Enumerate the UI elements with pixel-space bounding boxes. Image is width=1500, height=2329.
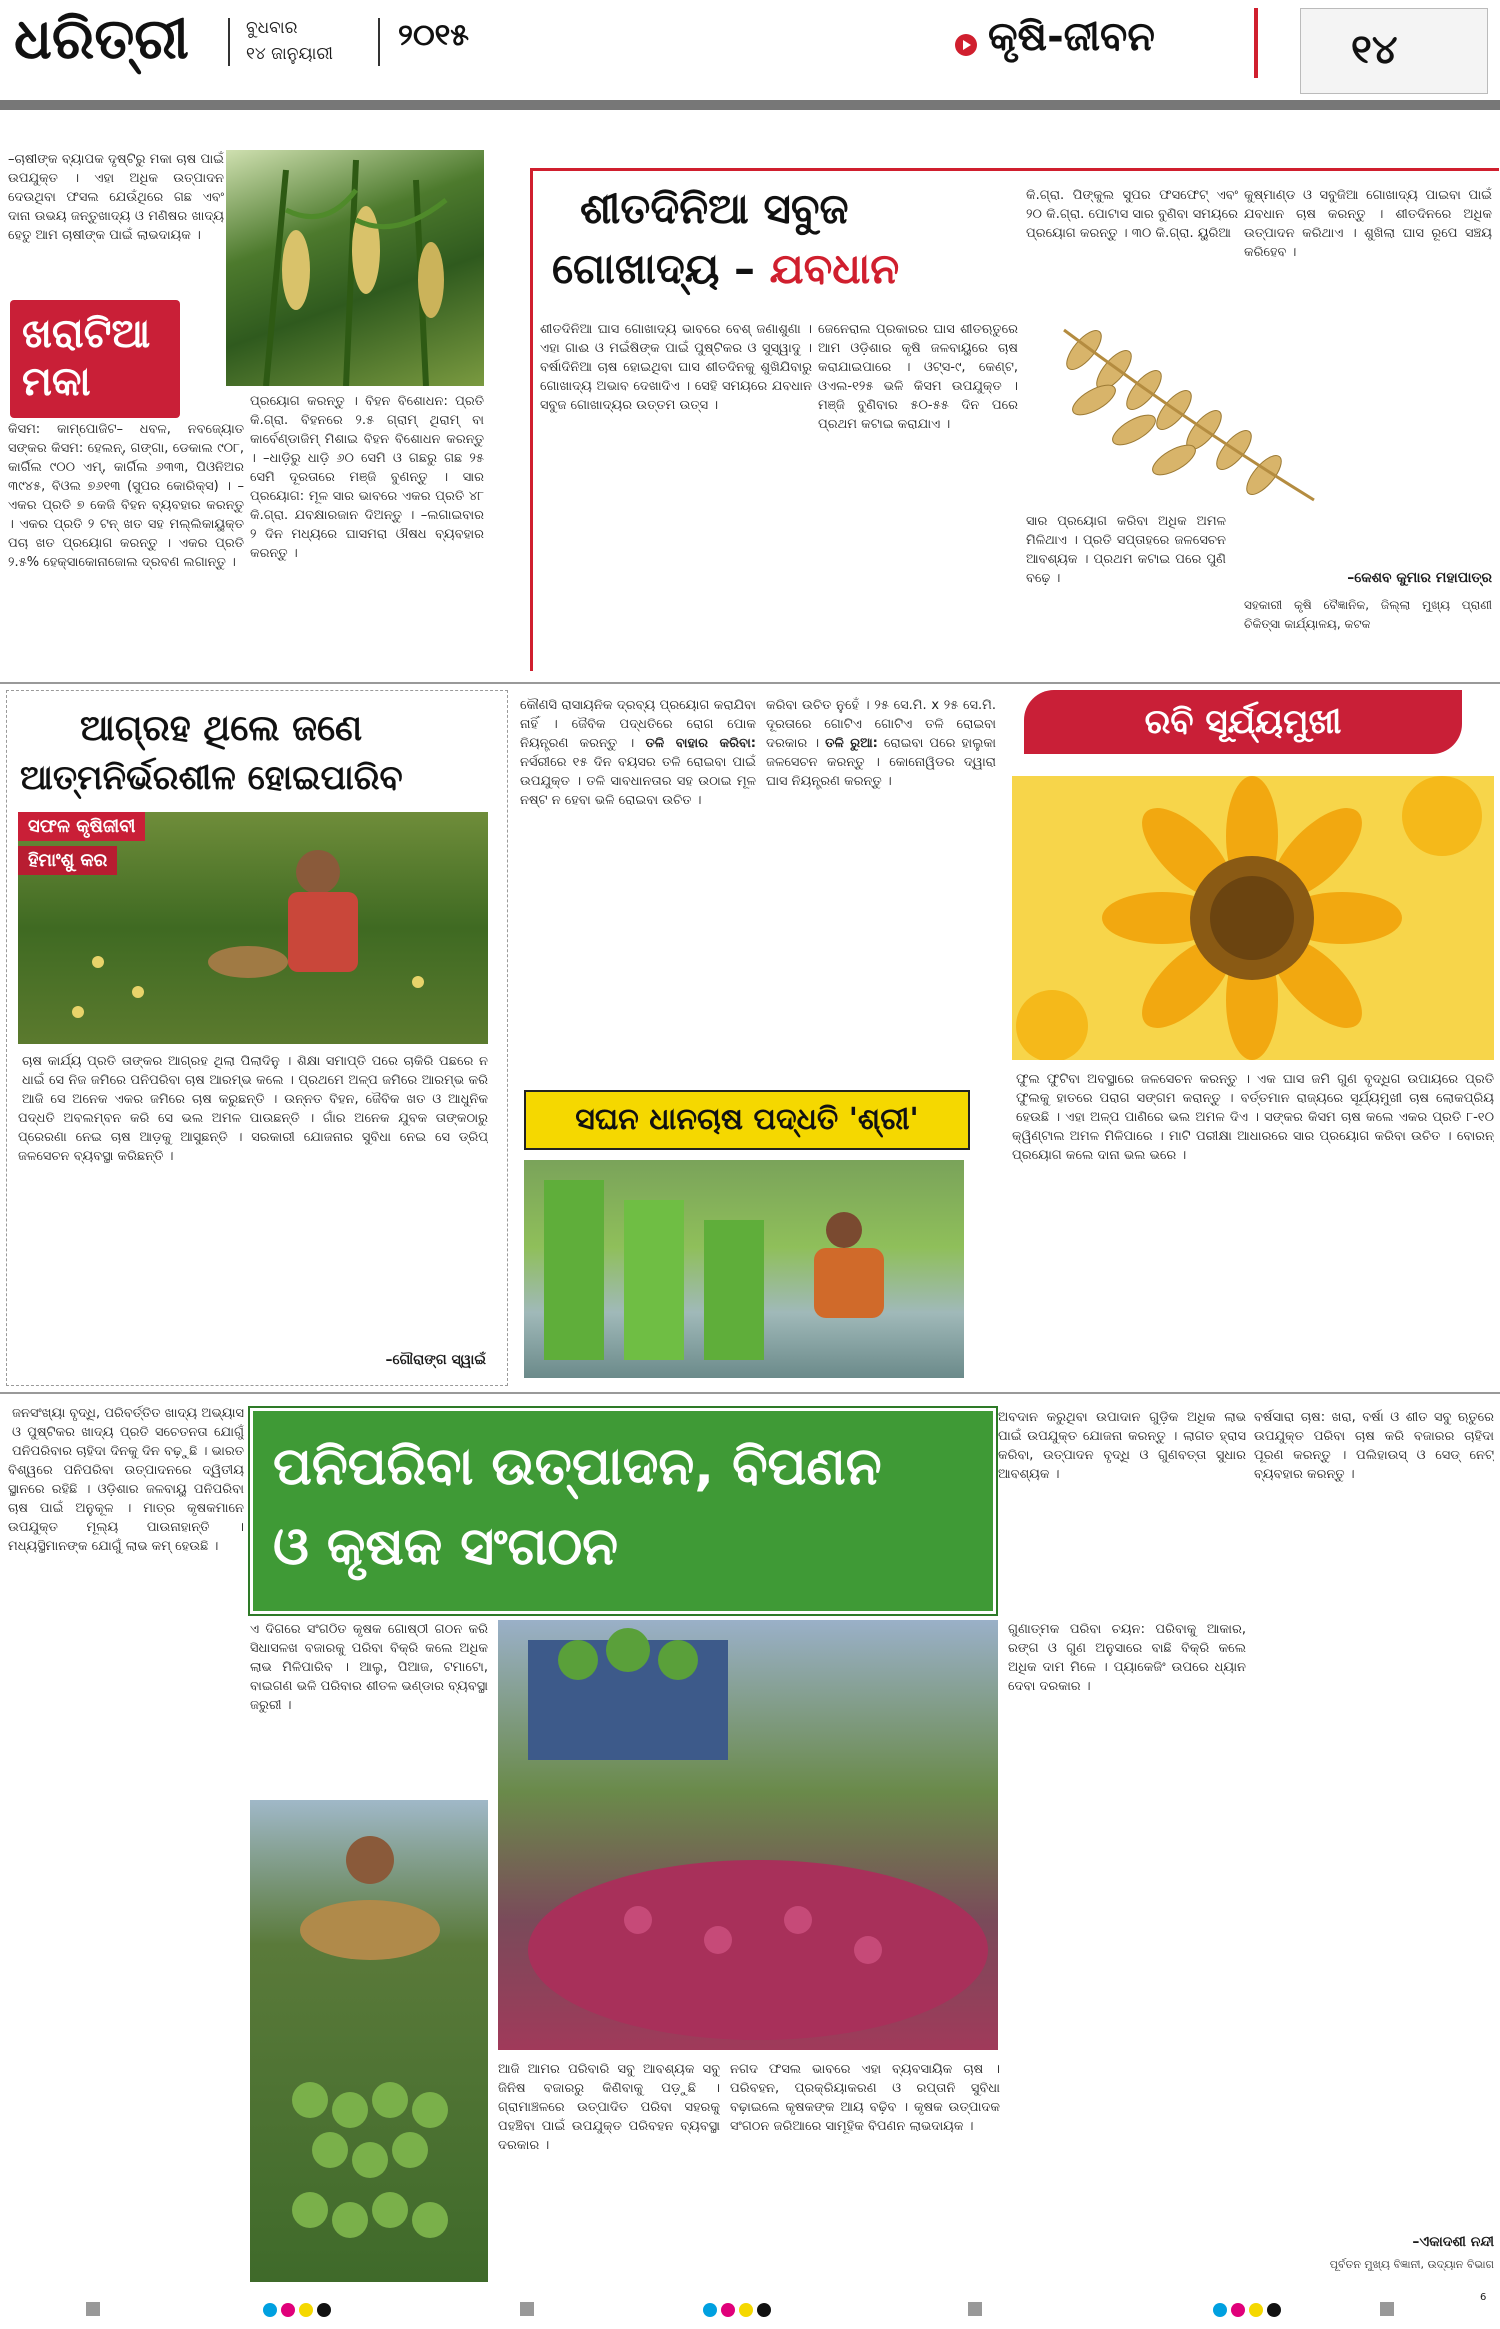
- vegetable-col-r2: ଗୁଣାତ୍ମକ ପରିବା ଚୟନ: ପରିବାକୁ ଆକାର, ରଙ୍ଗ ଓ ଗୁଣ ଅନୁସାରେ ବାଛି ବିକ୍ରି କଲେ ଅଧିକ ଦାମ ମିଳେ । ପ୍ୟାକେଜିଂ ଉପରେ ଧ୍ୟାନ ଦେବା ଦରକାର ।: [1008, 1622, 1246, 1694]
- issue-year: ୨୦୧୫: [398, 18, 470, 53]
- maize-tag: [10, 300, 180, 418]
- vegetable-title-1: ପନିପରିବା ଉତ୍ପାଦନ, ବିପଣନ: [273, 1437, 882, 1497]
- page-mark: 6: [1480, 2292, 1487, 2303]
- issue-day: ବୁଧବାର: [246, 18, 298, 38]
- registration-marks-center: [700, 2300, 780, 2324]
- organic-body-2: ନର୍ସରୀରେ ୧୫ ଦିନ ବୟସର ତଳି ରୋଇବା ପାଇଁ ଉପଯୁକ୍ତ । ତଳି ସାବଧାନତାର ସହ ଉଠାଇ ମୂଳ ନଷ୍ଟ ନ ହେବା ଭଳି ରୋଇବା ଉଚିତ ।: [520, 755, 756, 808]
- vegetable-col-left-text: ଜନସଂଖ୍ୟା ବୃଦ୍ଧି, ପରିବର୍ତ୍ତିତ ଖାଦ୍ୟ ଅଭ୍ୟାସ ଓ ପୁଷ୍ଟିକର ଖାଦ୍ୟ ପ୍ରତି ସଚେତନତା ଯୋଗୁଁ ପନିପରିବାର ଚାହିଦା ଦିନକୁ ଦିନ ବଢ଼ୁଛି । ଭାରତ ବିଶ୍ୱରେ ପନିପରିବା ଉତ୍ପାଦନରେ ଦ୍ୱିତୀୟ ସ୍ଥାନରେ ରହିଛି । ଓଡ଼ିଶାର ଜଳବାୟୁ ପନିପରିବା ଚାଷ ପାଇଁ ଅନୁକୂଳ । ମାତ୍ର କୃଷକମାନେ ଉପଯୁକ୍ତ ମୂଲ୍ୟ ପାଉନାହାନ୍ତି । ମଧ୍ୟସ୍ଥିମାନଙ୍କ ଯୋଗୁଁ ଲାଭ କମ୍ ହେଉଛି ।: [8, 1406, 244, 1554]
- vegetable-col-r5: [1008, 2066, 1248, 2278]
- organic-sub-2: ତଳି ରୁଆ:: [825, 736, 878, 751]
- masthead-divider: [228, 18, 230, 66]
- oats-byline: –କେଶବ କୁମାର ମହାପାତ୍ର: [1347, 570, 1492, 586]
- organic-body-3: କରିବା ଉଚିତ ନୁହେଁ । ୨୫ ସେ.ମି. x ୨୫ ସେ.ମି. ଦୂରତାରେ ଗୋଟିଏ ଗୋଟିଏ ତଳି ରୋଇବା ଦରକାର ।: [766, 698, 996, 751]
- organic-sub-1: ତଳି ବାହାର କରିବା:: [645, 736, 756, 751]
- organic-body-4: ରୋଇବା ପରେ ହାଲୁକା ଜଳସେଚନ କରନ୍ତୁ । କୋନୋୱିଡର ଦ୍ୱାରା ଘାସ ନିୟନ୍ତ୍ରଣ କରନ୍ତୁ ।: [766, 736, 996, 789]
- maize-illustration: [226, 150, 484, 386]
- vegetable-title-box: [250, 1408, 996, 1614]
- issue-date: ୧୪ ଜାନୁୟାରୀ: [246, 44, 333, 64]
- sunflower-title-box: [1024, 690, 1462, 754]
- sunflower-title: ରବି ସୂର୍ଯ୍ୟମୁଖୀ: [1144, 702, 1342, 742]
- vegetable-col-r4: ନଗଦ ଫସଲ ଭାବରେ ଏହା ବ୍ୟବସାୟିକ ଚାଷ । ପରିବହନ, ପ୍ରକ୍ରିୟାକରଣ ଓ ରପ୍ତାନି ସୁବିଧା ବଢ଼ାଇଲେ କୃଷକଙ୍କ ଆୟ ବଢ଼ିବ । କୃଷକ ଉତ୍ପାଦକ ସଂଗଠନ ଜରିଆରେ ସାମୂହିକ ବିପଣନ ଲାଭଦାୟକ ।: [730, 2062, 1000, 2134]
- selfreliant-byline: –ଗୌରାଙ୍ଗ ସ୍ୱାଇଁ: [385, 1352, 486, 1368]
- oats-body-1: ଶୀତଦିନିଆ ଘାସ ଗୋଖାଦ୍ୟ ଭାବରେ ବେଶ୍ ଜଣାଶୁଣା । ଏହା ଗାଈ ଓ ମଇଁଷିଙ୍କ ପାଇଁ ପୁଷ୍ଟିକର ଓ ସୁସ୍ୱାଦୁ । ବର୍ଷାଦିନିଆ ଚାଷ ହୋଇଥିବା ଘାସ ଶୀତଦିନକୁ ଶୁଖିଯିବାରୁ ଗୋଖାଦ୍ୟ ଅଭାବ ଦେଖାଦିଏ । ସେହି ସମୟରେ ଯବଧାନ ସବୁଜ ଗୋଖାଦ୍ୟର ଉତ୍ତମ ଉତ୍ସ ।: [540, 322, 812, 413]
- grey-swatch: [520, 2302, 534, 2316]
- sri-title-box: [524, 1090, 970, 1150]
- oats-body-5: କୁଷ୍ମାଣ୍ଡ ଓ ସବୁଜିଆ ଗୋଖାଦ୍ୟ ପାଇବା ପାଇଁ ଯବଧାନ ଚାଷ କରନ୍ତୁ । ଶୀତଦିନରେ ଅଧିକ ଉତ୍ପାଦନ କରିଥାଏ । ଶୁଖିଲା ଘାସ ରୂପେ ସଞ୍ଚୟ କରିହେବ ।: [1244, 188, 1492, 260]
- selfreliant-tag-2: ହିମାଂଶୁ କର: [18, 846, 117, 875]
- selfreliant-tag-1: ସଫଳ କୃଷିଜୀବୀ: [18, 812, 145, 841]
- selfreliant-title-2: ଆତ୍ମନିର୍ଭରଶୀଳ ହୋଇପାରିବ: [20, 758, 403, 798]
- vegetable-col-r3: ବର୍ଷସାରା ଚାଷ: ଖରା, ବର୍ଷା ଓ ଶୀତ ସବୁ ଋତୁରେ ଉପଯୁକ୍ତ ପରିବା ଚାଷ କରି ବଜାରର ଚାହିଦା ପୂରଣ କରନ୍ତୁ । ପଲିହାଉସ୍ ଓ ସେଡ୍ ନେଟ୍ ବ୍ୟବହାର କରନ୍ତୁ ।: [1254, 1410, 1494, 1482]
- vegetable-col-r1: ଅବଦାନ କରୁଥିବା ଉପାଦାନ ଗୁଡ଼ିକ ଅଧିକ ଲାଭ ପାଇଁ ଉପଯୁକ୍ତ ଯୋଜନା କରନ୍ତୁ । ଲାଗତ ହ୍ରାସ କରିବା, ଉତ୍ପାଦନ ବୃଦ୍ଧି ଓ ଗୁଣବତ୍ତା ସୁଧାର ଆବଶ୍ୟକ ।: [998, 1410, 1246, 1482]
- page-number-box: [1300, 8, 1488, 94]
- section-divider: [0, 1392, 1500, 1394]
- oats-body-3: କି.ଗ୍ରା. ପିଙ୍କୁଲ ସୁପର ଫସଫେଟ୍ ଏବଂ ୨୦ କି.ଗ୍ରା. ପୋଟାସ ସାର ବୁଣିବା ସମୟରେ ପ୍ରୟୋଗ କରନ୍ତୁ । ୩୦ କି.ଗ୍ରା. ୟୁରିଆ: [1026, 188, 1238, 241]
- section-bar: [1254, 8, 1258, 78]
- oats-title-accent: ଯବଧାନ: [769, 244, 900, 293]
- organic-col-1: [520, 696, 756, 1076]
- sunflower-body-text: ଫୁଲ ଫୁଟିବା ଅବସ୍ଥାରେ ଜଳସେଚନ କରନ୍ତୁ । ଏକ ଘାସ ଜମି ଗୁଣ ବୃଦ୍ଧିଗ ଉପାୟରେ ପ୍ରତି ଫୁଲକୁ ହାତରେ ପରାଗ ସଙ୍ଗମ କରାନ୍ତୁ । ବର୍ତ୍ତମାନ ରାଜ୍ୟରେ ସୂର୍ଯ୍ୟମୁଖୀ ଚାଷ ଲୋକପ୍ରିୟ ହେଉଛି । ଏହା ଅଳ୍ପ ପାଣିରେ ଭଲ ଅମଳ ଦିଏ । ସଙ୍କର କିସମ ଚାଷ କଲେ ଏକର ପ୍ରତି ୮-୧୦ କ୍ୱିଣ୍ଟାଲ ଅମଳ ମିଳିପାରେ । ମାଟି ପରୀକ୍ଷା ଆଧାରରେ ସାର ପ୍ରୟୋଗ କରିବା ଉଚିତ । ବୋରନ୍ ପ୍ରୟୋଗ କଲେ ଦାନା ଭଲ ଭରେ ।: [1012, 1072, 1494, 1163]
- registration-marks-left: [260, 2300, 340, 2324]
- vegetable-credit: ପୂର୍ବତନ ମୁଖ୍ୟ ବିଜ୍ଞାନୀ, ଉଦ୍ୟାନ ବିଭାଗ: [1329, 2258, 1494, 2271]
- maize-body-left: କିସମ: କାମ୍ପୋଜିଟ– ଧବଳ, ନବଜ୍ୟୋତ ସଙ୍କର କିସମ: ହେଲନ୍, ଗଙ୍ଗା, ଡେକାଲ ୯୦୮, କାର୍ଗିଲ ୯୦୦ ଏମ୍, କାର୍ଗିଲ ୬୩୩, ପିଓନିଅର ୩୯୪୫, ବିଓଲ ୭୬୧୩ (ସୁପର କୋରିକ୍ସ) । –ଏକର ପ୍ରତି ୭ କେଜି ବିହନ ବ୍ୟବହାର କରନ୍ତୁ । ଏକର ପ୍ରତି ୨ ଟନ୍ ଖତ ସହ ମଲ୍ଲିକାୟୁକ୍ତ ପଚା ଖତ ପ୍ରୟୋଗ କରନ୍ତୁ । ଏକର ପ୍ରତି ୨.୫% ହେକ୍ସାକୋନାଜୋଲ ଦ୍ରବଣ ଲଗାନ୍ତୁ ।: [8, 422, 244, 570]
- oats-body-4: ସାର ପ୍ରୟୋଗ କରିବା ଅଧିକ ଅମଳ ମିଳିଥାଏ । ପ୍ରତି ସପ୍ତାହରେ ଜଳସେଚନ ଆବଶ୍ୟକ । ପ୍ରଥମ କଟାଇ ପରେ ପୁଣି ବଢ଼େ ।: [1026, 514, 1226, 586]
- grey-swatch: [1380, 2302, 1394, 2316]
- farmer-photo: [18, 812, 488, 1044]
- farmer-baskets-illustration: [250, 1800, 488, 2282]
- vegetable-title-2: ଓ କୃଷକ ସଂଗଠନ: [273, 1517, 618, 1577]
- maize-tag-label: ଖରାଟିଆ ମକା: [22, 311, 151, 405]
- organic-col-2: [766, 696, 996, 1076]
- grey-swatch: [86, 2302, 100, 2316]
- section-title: କୃଷି-ଜୀବନ: [988, 14, 1155, 60]
- selfreliant-body-text: ଚାଷ କାର୍ଯ୍ୟ ପ୍ରତି ତାଙ୍କର ଆଗ୍ରହ ଥିଲା ପିଲାଦିନୁ । ଶିକ୍ଷା ସମାପ୍ତି ପରେ ଚାକିରି ପଛରେ ନ ଧାଇଁ ସେ ନିଜ ଜମିରେ ପନିପରିବା ଚାଷ ଆରମ୍ଭ କଲେ । ପ୍ରଥମେ ଅଳ୍ପ ଜମିରେ ଆରମ୍ଭ କରି ଆଜି ସେ ଅନେକ ଏକର ଜମିରେ ଚାଷ କରୁଛନ୍ତି । ଉନ୍ନତ ବିହନ, ଜୈବିକ ଖତ ଓ ଆଧୁନିକ ପଦ୍ଧତି ଅବଲମ୍ବନ କରି ସେ ଭଲ ଅମଳ ପାଉଛନ୍ତି । ଗାଁର ଅନେକ ଯୁବକ ତାଙ୍କଠାରୁ ପ୍ରେରଣା ନେଇ ଚାଷ ଆଡ଼କୁ ଆସୁଛନ୍ତି । ସରକାରୀ ଯୋଜନାର ସୁବିଧା ନେଇ ସେ ଡ୍ରିପ୍ ଜଳସେଚନ ବ୍ୟବସ୍ଥା କରିଛନ୍ତି ।: [18, 1054, 488, 1164]
- play-icon: [955, 34, 977, 56]
- vegetable-market-illustration: [498, 1620, 998, 2050]
- sunflower-photo: [1012, 776, 1494, 1060]
- sri-title: ସଘନ ଧାନଚାଷ ପଦ୍ଧତି 'ଶ୍ରୀ': [575, 1102, 919, 1137]
- oats-title-main: ଗୋଖାଦ୍ୟ –: [552, 244, 756, 293]
- grey-swatch: [968, 2302, 982, 2316]
- footer: [0, 2290, 1500, 2329]
- sunflower-body: [1012, 1070, 1494, 1386]
- sri-photo: [524, 1160, 964, 1378]
- oats-title-line1: ଶୀତଦିନିଆ ସବୁଜ: [580, 184, 849, 233]
- organic-body-1: କୌଣସି ରାସାୟନିକ ଦ୍ରବ୍ୟ ପ୍ରୟୋଗ କରାଯିବା ନାହିଁ । ଜୈବିକ ପଦ୍ଧତିରେ ରୋଗ ପୋକ ନିୟନ୍ତ୍ରଣ କରନ୍ତୁ ।: [520, 698, 756, 751]
- oats-title-line2: [552, 244, 899, 294]
- maize-photo: [226, 150, 484, 386]
- paddy-illustration: [524, 1160, 964, 1378]
- maize-intro: –ଚାଷୀଙ୍କ ବ୍ୟାପକ ଦୃଷ୍ଟିରୁ ମକା ଚାଷ ପାଇଁ ଉପଯୁକ୍ତ । ଏହା ଅଧିକ ଉତ୍ପାଦନ ଦେଉଥିବା ଫସଲ ଯେଉଁଥିରେ ଗଛ ଏବଂ ଦାନା ଉଭୟ ଜନ୍ତୁଖାଦ୍ୟ ଓ ମଣିଷର ଖାଦ୍ୟ ହେତୁ ଆମ ଚାଷୀଙ୍କ ପାଇଁ ଲାଭଦାୟକ ।: [8, 152, 224, 243]
- oats-body-2: ଜେନେରାଲ ପ୍ରକାରର ଘାସ ଶୀତଋତୁରେ ଆମ ଓଡ଼ିଶାର କୃଷି ଜଳବାୟୁରେ ଚାଷ କରାଯାଇପାରେ । ଓଟ୍‌ସ-୯, କେଣ୍ଟ, ଓଏଲ-୧୨୫ ଭଳି କିସମ ଉପଯୁକ୍ତ । ମଞ୍ଜି ବୁଣିବାର ୫୦-୫୫ ଦିନ ପରେ ପ୍ରଥମ କଟାଇ କରାଯାଏ ।: [818, 322, 1018, 432]
- vegetable-market-photo: [498, 1620, 998, 2050]
- maize-body-right: ପ୍ରୟୋଗ କରନ୍ତୁ । ବିହନ ବିଶୋଧନ: ପ୍ରତି କି.ଗ୍ରା. ବିହନରେ ୨.୫ ଗ୍ରାମ୍ ଥିରାମ୍ ବା କାର୍ବେଣ୍ଡାଜିମ୍ ମିଶାଇ ବିହନ ବିଶୋଧନ କରନ୍ତୁ । –ଧାଡ଼ିରୁ ଧାଡ଼ି ୬୦ ସେମି ଓ ଗଛରୁ ଗଛ ୨୫ ସେମି ଦୂରତାରେ ମଞ୍ଜି ବୁଣନ୍ତୁ । ସାର ପ୍ରୟୋଗ: ମୂଳ ସାର ଭାବରେ ଏକର ପ୍ରତି ୪୮ କି.ଗ୍ରା. ଯବକ୍ଷାରଜାନ ଦିଅନ୍ତୁ । –ଲଗାଇବାର ୨ ଦିନ ମଧ୍ୟରେ ଘାସମରା ଔଷଧ ବ୍ୟବହାର କରନ୍ତୁ ।: [250, 394, 484, 561]
- logo: ଧରିତ୍ରୀ: [14, 7, 189, 72]
- vegetable-col-r6: [1254, 1800, 1494, 2220]
- section-divider: [0, 682, 1500, 684]
- masthead: [0, 0, 1500, 100]
- vegetable-col-left: [8, 1404, 244, 1770]
- vegetable-col-mid2: ଆଜି ଆମର ପରିବାରି ସବୁ ଆବଶ୍ୟକ ସବୁ ଜିନିଷ ବଜାରରୁ କିଣିବାକୁ ପଡ଼ୁଛି । ଗ୍ରାମାଞ୍ଚଳରେ ଉତ୍ପାଦିତ ପରିବା ସହରକୁ ପହଞ୍ଚିବା ପାଇଁ ଉପଯୁକ୍ତ ପରିବହନ ବ୍ୟବସ୍ଥା ଦରକାର ।: [498, 2062, 720, 2153]
- masthead-rule: [0, 100, 1500, 110]
- vegetable-farmer-photo: [250, 1800, 488, 2282]
- selfreliant-body: [18, 1052, 488, 1350]
- selfreliant-title-1: ଆଗ୍ରହ ଥିଲେ ଜଣେ: [80, 708, 363, 749]
- oats-credit: ସହକାରୀ କୃଷି ବୈଜ୍ଞାନିକ, ଜିଲ୍ଲା ମୁଖ୍ୟ ପ୍ରାଣୀ ଚିକିତ୍ସା କାର୍ଯ୍ୟାଳୟ, କଟକ: [1244, 598, 1492, 631]
- sunflower-illustration: [1012, 776, 1494, 1060]
- vegetable-byline: –ଏକାଦଶୀ ନନ୍ଦୀ: [1412, 2234, 1494, 2250]
- vegetable-col-mid: ଏ ଦିଗରେ ସଂଗଠିତ କୃଷକ ଗୋଷ୍ଠୀ ଗଠନ କରି ସିଧାସଳଖ ବଜାରକୁ ପରିବା ବିକ୍ରି କଲେ ଅଧିକ ଲାଭ ମିଳିପାରିବ । ଆଲୁ, ପିଆଜ, ଟମାଟୋ, ବାଇଗଣ ଭଳି ପରିବାର ଶୀତଳ ଭଣ୍ଡାର ବ୍ୟବସ୍ଥା ଜରୁରୀ ।: [250, 1622, 488, 1713]
- registration-marks-right: [1210, 2300, 1290, 2324]
- page-number: ୧୪: [1351, 27, 1398, 73]
- masthead-divider: [378, 18, 380, 66]
